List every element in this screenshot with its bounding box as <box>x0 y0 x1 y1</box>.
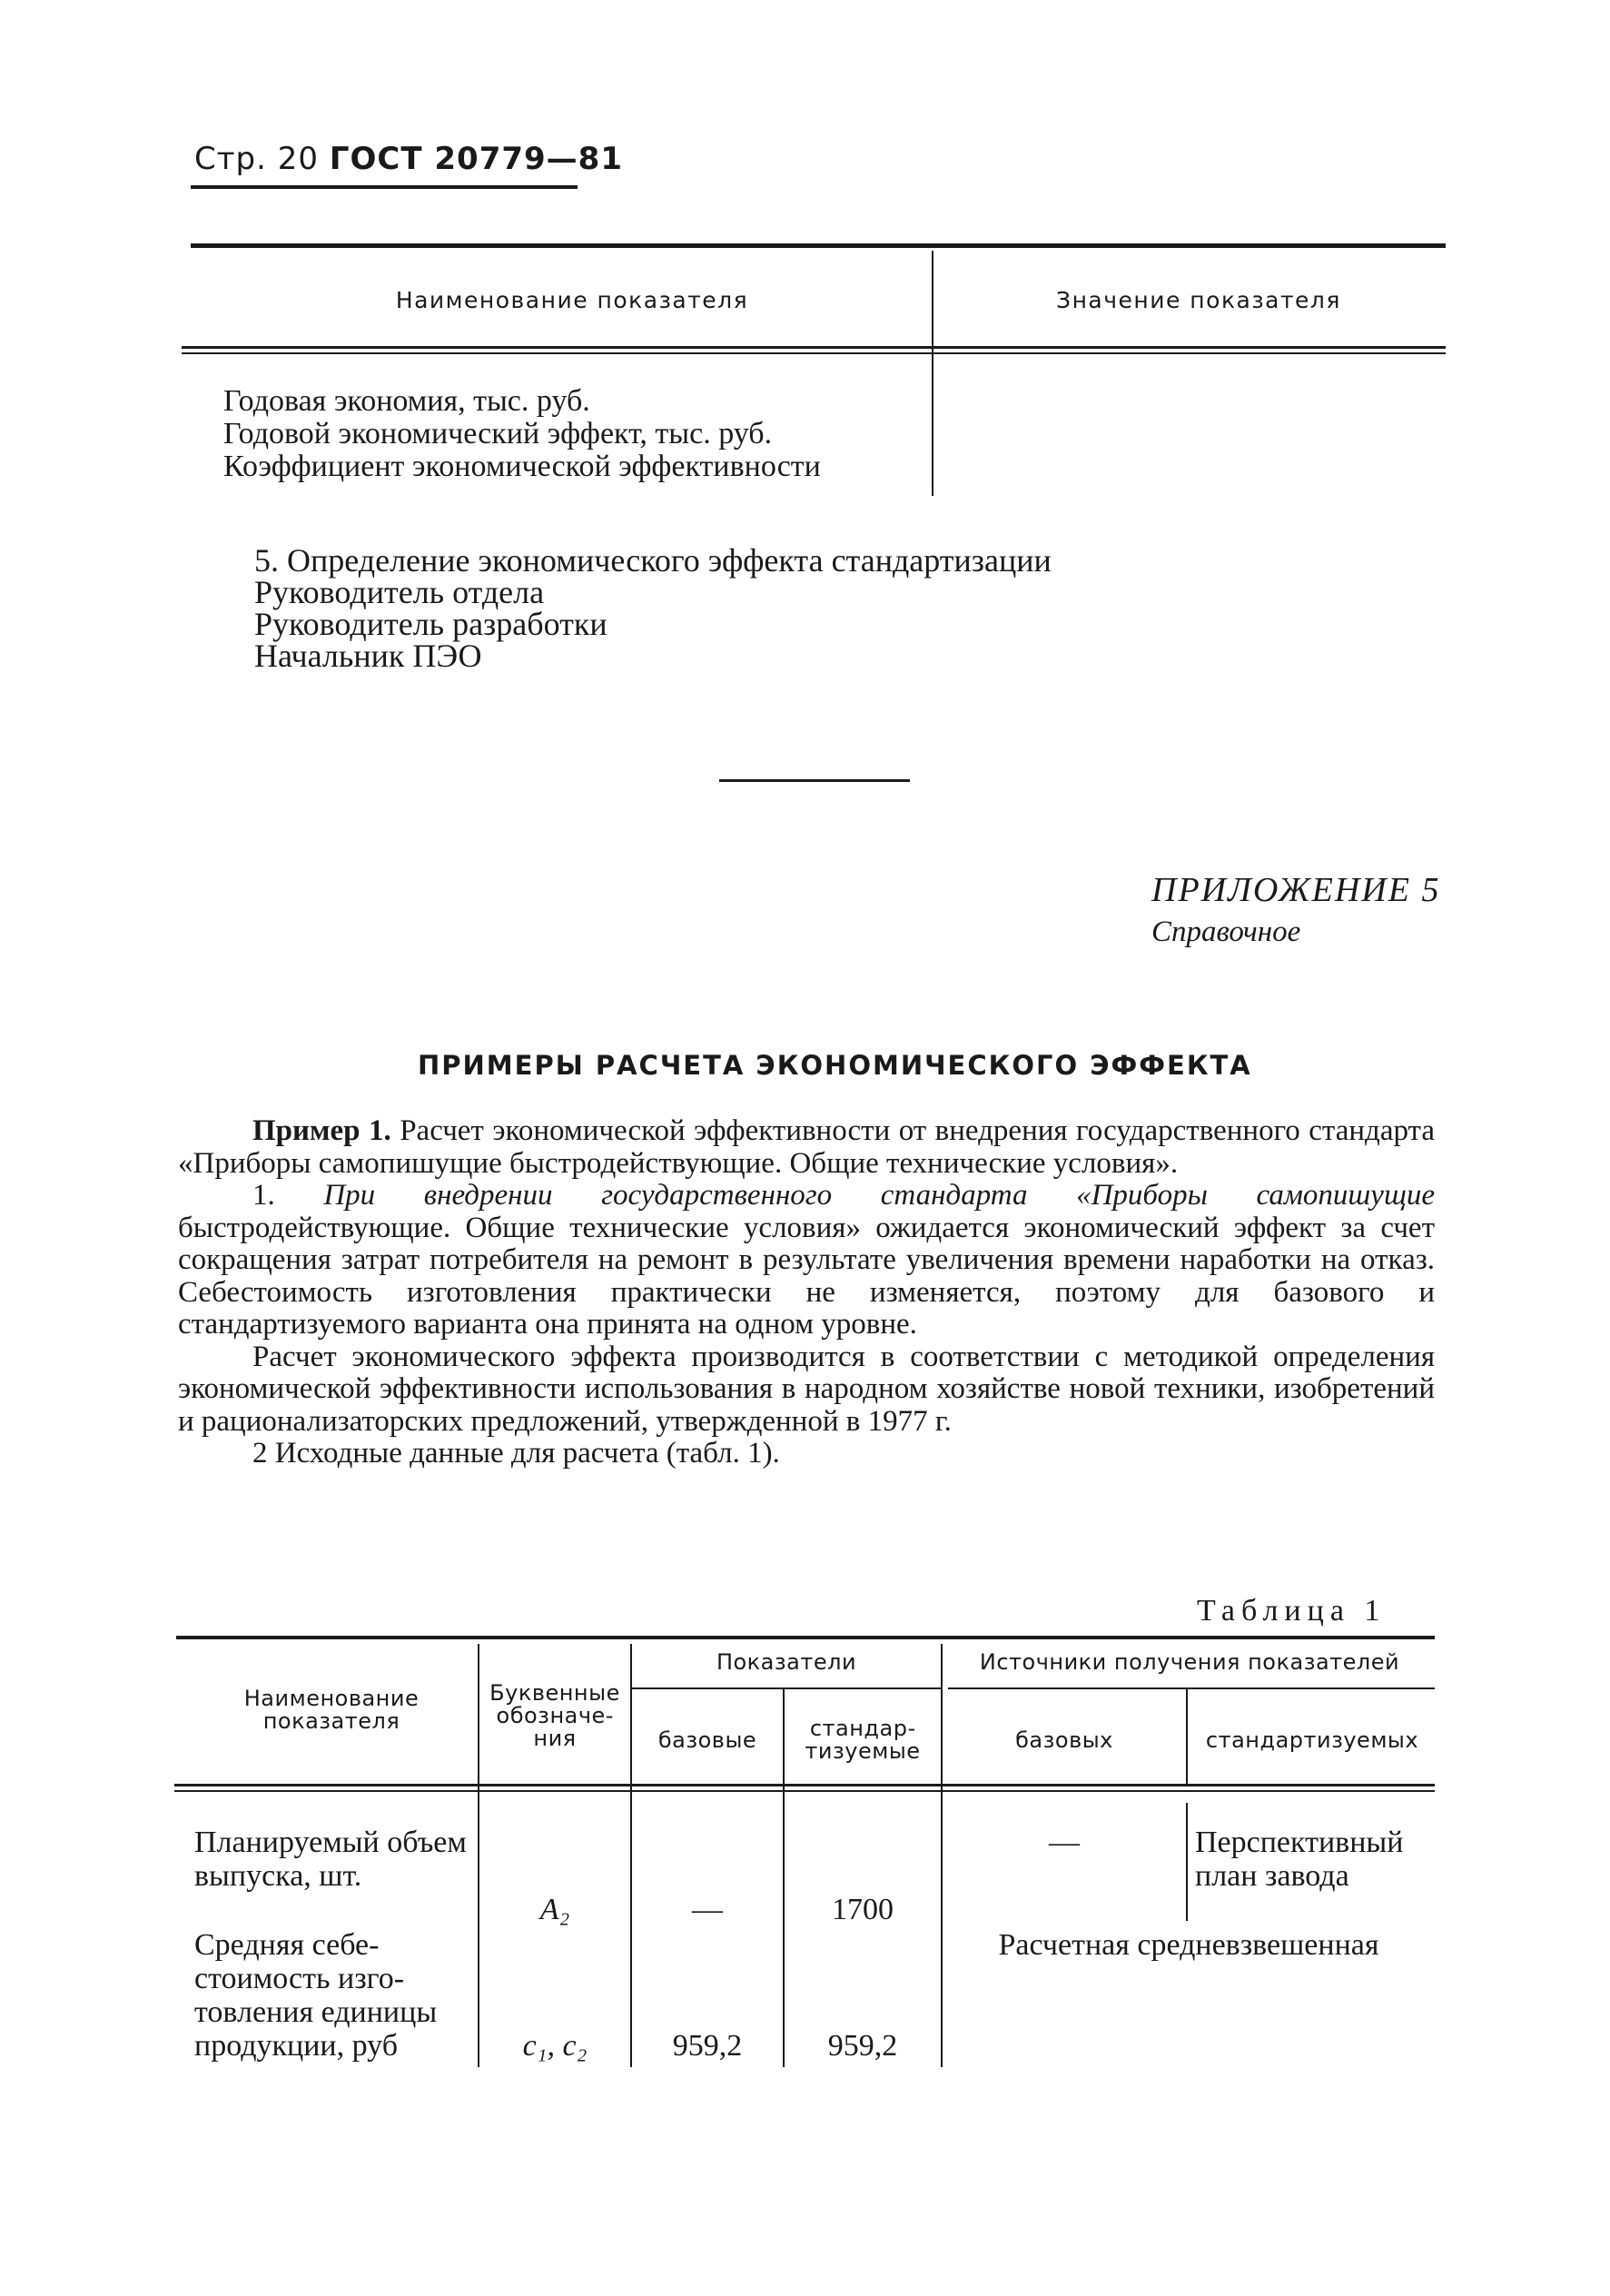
table-row-src-base: — <box>1049 1826 1080 1859</box>
header-rule-2 <box>174 1790 1435 1792</box>
appendix-title: ПРИЛОЖЕНИЕ 5 <box>1151 871 1441 909</box>
table-label: Таблица 1 <box>1197 1594 1387 1628</box>
th-name: Наименование показателя <box>243 1686 420 1734</box>
indicator-row: Годовой экономический эффект, тыс. руб. <box>223 417 773 450</box>
section-divider <box>719 779 910 782</box>
appendix-subtitle: Справочное <box>1151 915 1301 948</box>
paragraph-italic: При внедрении государственного стандарта «Приборы самопишущие <box>323 1179 1436 1212</box>
paragraph-text: 2 Исходные данные для расчета (табл. 1). <box>252 1437 780 1470</box>
table-row-base: 959,2 <box>672 2029 743 2063</box>
body-text <box>178 1115 1435 1470</box>
th-sources: Источники получения показателей <box>979 1649 1400 1675</box>
th-indicators: Показатели <box>716 1649 857 1675</box>
header-rule-2 <box>182 352 1446 354</box>
table-row-symbol: A₂ <box>539 1893 570 1926</box>
paragraph <box>178 1115 1435 1180</box>
sources-subrule <box>948 1687 1435 1689</box>
table-row-src-std: Перспективный план завода <box>1195 1826 1404 1893</box>
indicators-subrule <box>632 1687 941 1689</box>
item-number: 1. <box>252 1179 275 1212</box>
indicator-row: Коэффициент экономической эффективности <box>223 450 821 483</box>
table-row-source: Расчетная средневзвешенная <box>998 1928 1379 1962</box>
paragraph-text: Расчет экономической эффективности от внедрения государственного стандарта «Приборы самопишущие быстродействующие. Общие технические условия». <box>178 1114 1435 1180</box>
main-heading: ПРИМЕРЫ РАСЧЕТА ЭКОНОМИЧЕСКОГО ЭФФЕКТА <box>418 1050 1252 1081</box>
paragraph-text: Расчет экономического эффекта производится в соответствии с методикой определения экономической эффективности использования в народном хозяйстве новой техники, изобретений и рационализаторских предложений, утвержденной в 1977 г. <box>178 1340 1435 1438</box>
signature-line: Начальник ПЭО <box>254 638 482 674</box>
col-value-header: Значение показателя <box>1056 287 1341 313</box>
signature-line: Руководитель отдела <box>254 574 545 610</box>
paragraph <box>178 1438 1435 1470</box>
th-src-base: базовых <box>1015 1727 1113 1753</box>
paragraph-text: быстродействующие. Общие технические условия» ожидается экономический эффект за счет сокращения затрат потребителя на ремонт в результате увеличения времени наработки на отказ. Себестоимость изготовления практически не изменяется, поэтому для базового и стандартизуемого варианта она принята на одном уровне. <box>178 1211 1435 1341</box>
table-row-name: Планируемый объем выпуска, шт. <box>194 1826 467 1893</box>
table-row-std: 1700 <box>832 1893 894 1926</box>
section-5-title: 5. Определение экономического эффекта стандартизации <box>254 542 1052 579</box>
col-divider <box>1186 1803 1188 1921</box>
header-rule <box>191 185 578 189</box>
paragraph <box>178 1341 1435 1439</box>
page-number: Стр. 20 <box>194 141 320 177</box>
section-5 <box>254 542 1052 674</box>
table-top-rule <box>176 1636 1435 1639</box>
page-header <box>194 141 623 177</box>
paragraph <box>178 1180 1435 1341</box>
th-src-std: стандартизуемых <box>1205 1727 1419 1753</box>
th-ind-std: стандартизуемые <box>805 1716 921 1764</box>
header-rule-1 <box>182 346 1446 349</box>
indicator-row: Годовая экономия, тыс. руб. <box>223 384 590 418</box>
example-label: Пример 1. <box>252 1114 391 1147</box>
col-divider <box>1186 1689 1188 1784</box>
doc-code: ГОСТ 20779—81 <box>329 141 623 177</box>
col-name-header: Наименование показателя <box>395 287 749 313</box>
th-symbol: Буквенные обозначения <box>489 1680 620 1751</box>
table-column-divider <box>932 251 933 496</box>
signature-line: Руководитель разработки <box>254 606 607 642</box>
header-rule-1 <box>174 1784 1435 1786</box>
indicator-rows <box>223 385 821 483</box>
col-divider <box>630 1644 632 2067</box>
th-ind-base: базовые <box>657 1727 757 1753</box>
table-row-symbol: c₁, c₂ <box>522 2029 588 2063</box>
table-row-std: 959,2 <box>827 2029 898 2063</box>
table-top-rule <box>191 243 1446 248</box>
table-row-base: — <box>692 1893 723 1926</box>
table-row-name: Средняя себестоимость изготовления единицы продукции, руб <box>194 1928 438 2063</box>
